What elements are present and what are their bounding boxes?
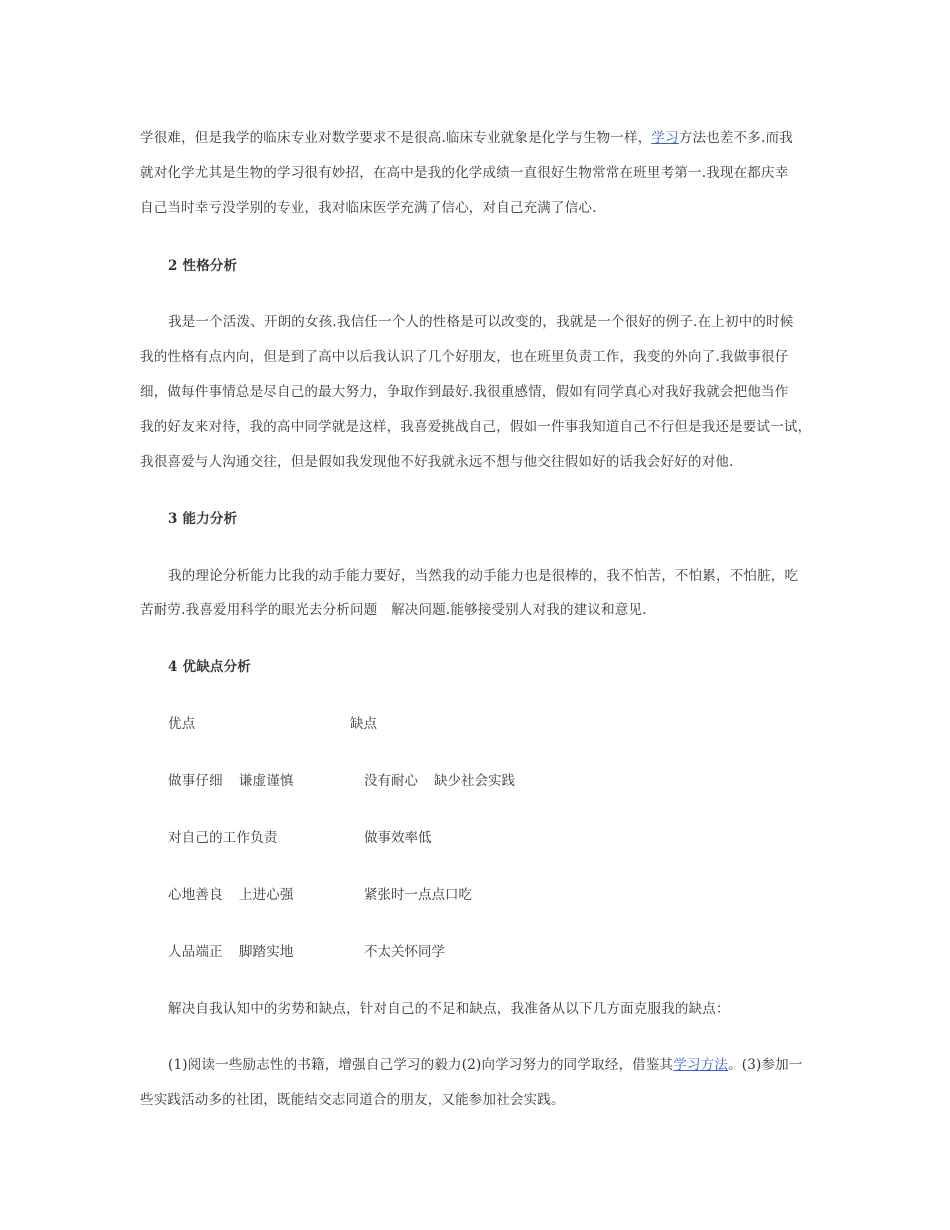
section3-heading: 3 能力分析 (168, 511, 238, 527)
con-item: 缺少社会实践 (434, 773, 515, 789)
con-item: 不太关怀同学 (364, 944, 445, 960)
cons-header: 缺点 (350, 716, 377, 732)
pro-item: 人品端正 (168, 944, 223, 960)
table-row (168, 771, 294, 791)
section2-line2: 我的性格有点内向，但是到了高中以后我认识了几个好朋友，也在班里负责工作，我变的外向了.我做事很仔 (140, 349, 789, 365)
section3-line1: 我的理论分析能力比我的动手能力要好，当然我的动手能力也是很棒的，我不怕苦，不怕累，不怕脏，吃 (168, 568, 799, 584)
table-row (168, 828, 278, 848)
section2-line4: 我的好友来对待，我的高中同学就是这样，我喜爱挑战自己，假如一件事我知道自己不行但是我还是要试一试， (140, 419, 812, 435)
para1-line2: 就对化学尤其是生物的学习很有妙招，在高中是我的化学成绩一直很好生物常常在班里考第一.我现在都庆幸 (140, 165, 789, 181)
table-row-cons (364, 828, 432, 848)
section4-heading: 4 优缺点分析 (168, 659, 251, 675)
table-row (168, 885, 294, 905)
section2-heading: 2 性格分析 (168, 258, 238, 274)
para1-line3: 自己当时幸亏没学别的专业，我对临床医学充满了信心，对自己充满了信心. (140, 200, 597, 216)
table-row-cons (364, 942, 445, 962)
plan-text: (1)阅读一些励志性的书籍，增强自己学习的毅力(2)向学习努力的同学取经，借鉴其 (168, 1057, 674, 1073)
pro-item: 心地善良 (168, 887, 223, 903)
con-item: 做事效率低 (364, 830, 432, 846)
section2-line1: 我是一个活泼、开朗的女孩.我信任一个人的性格是可以改变的，我就是一个很好的例子.在上初中的时候 (168, 314, 794, 330)
pro-item: 上进心强 (238, 887, 294, 903)
table-row-cons (364, 771, 515, 791)
para1-line1 (140, 128, 793, 148)
pro-item: 谦虚谨慎 (238, 773, 294, 789)
pros-header: 优点 (168, 716, 196, 732)
plan-line1 (168, 1055, 803, 1075)
pro-item: 做事仔细 (168, 773, 223, 789)
solve-line: 解决自我认知中的劣势和缺点，针对自己的不足和缺点，我准备从以下几方面克服我的缺点： (168, 1001, 730, 1017)
section2-line5: 我很喜爱与人沟通交往，但是假如我发现他不好我就永远不想与他交往假如好的话我会好好的对他. (140, 454, 734, 470)
pro-item: 脚踏实地 (238, 944, 294, 960)
plan-line2: 些实践活动多的社团，既能结交志同道合的朋友，又能参加社会实践。 (140, 1092, 565, 1108)
table-row (168, 942, 294, 962)
table-row-cons (364, 885, 472, 905)
con-item: 没有耐心 (364, 773, 418, 789)
para1-line1-text-end: 方法也差不多.而我 (678, 130, 793, 146)
con-item: 紧张时一点点口吃 (364, 887, 472, 903)
section3-line2: 苦耐劳.我喜爱用科学的眼光去分析问题 解决问题.能够接受别人对我的建议和意见. (140, 602, 647, 618)
para1-line1-text: 学很难，但是我学的临床专业对数学要求不是很高.临床专业就象是化学与生物一样， (140, 130, 652, 146)
pro-item: 对自己的工作负责 (168, 830, 278, 846)
section2-line3: 细，做每件事情总是尽自己的最大努力，争取作到最好.我很重感情，假如有同学真心对我好我就会把他当作 (140, 384, 789, 400)
study-method-link[interactable]: 学习方法 (673, 1057, 729, 1073)
plan-text-end: 。(3)参加一 (728, 1057, 803, 1073)
study-link[interactable]: 学习 (651, 130, 679, 146)
